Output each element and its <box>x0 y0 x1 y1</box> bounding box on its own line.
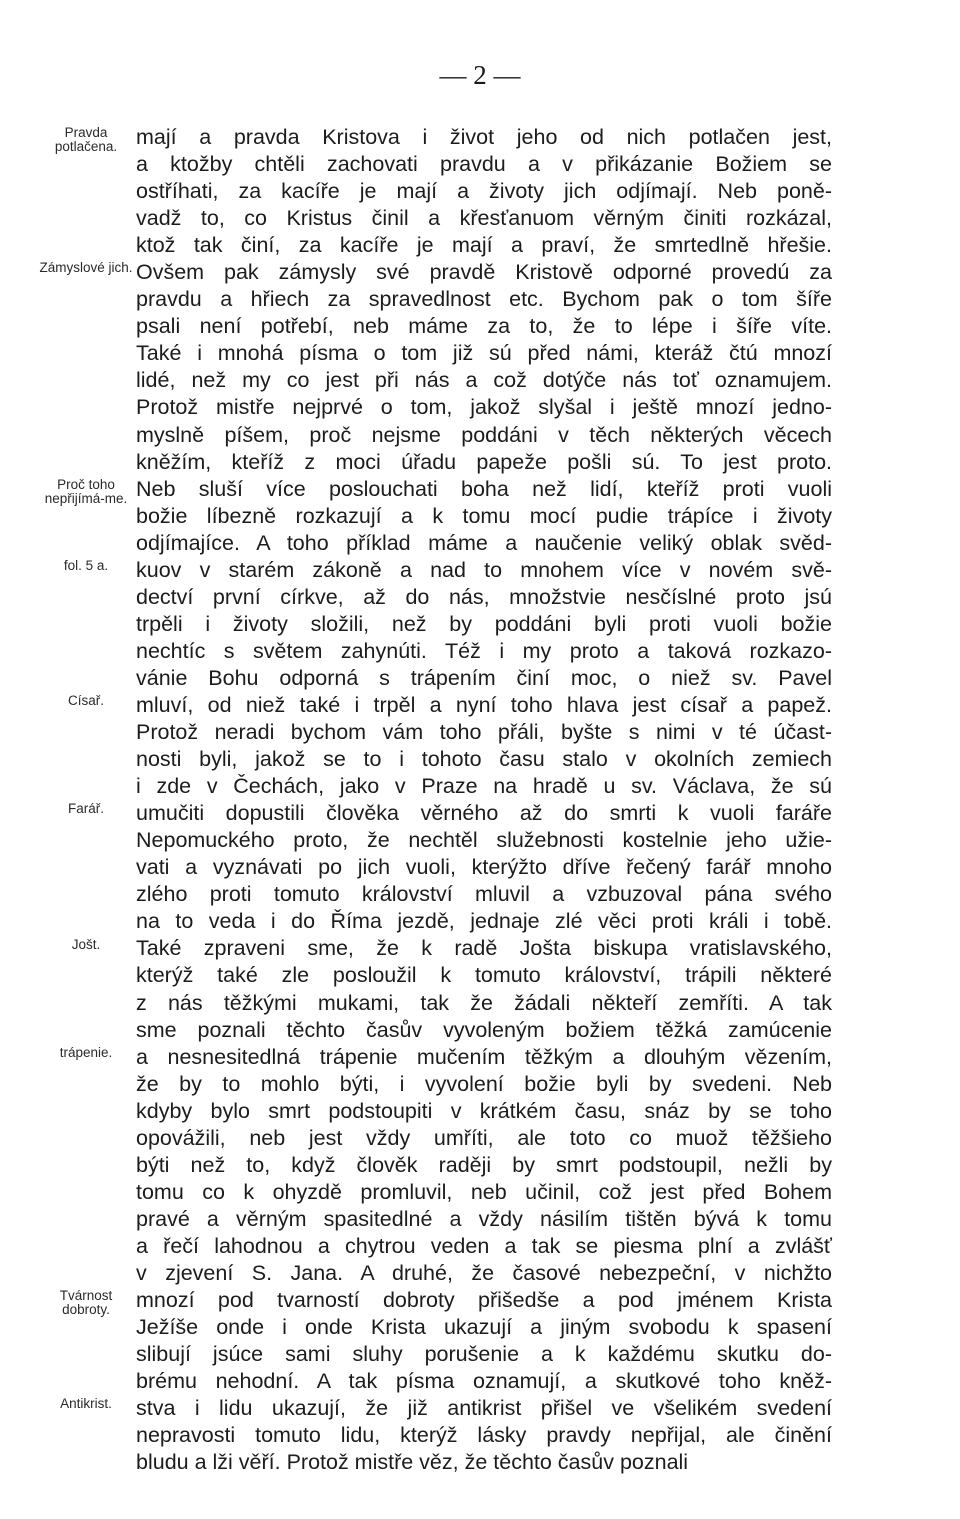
text-line: vati a vyznávati po jich vuoli, kterýžto dříve řečený farář mnoho <box>136 855 832 880</box>
page-number: — 2 — <box>439 60 521 90</box>
text-line: božie líbezně rozkazují a k tomu mocí pudie trápíce i životy <box>136 503 832 528</box>
margin-note: Císař. <box>67 693 104 709</box>
margin-note: Tvárnost dobroty. <box>59 1288 113 1318</box>
margin-note: Pravda potlačena. <box>54 125 118 154</box>
text-line: ostříhati, za kacíře je mají a životy jich odjímají. Neb poně- <box>136 179 832 204</box>
text-line: býti než to, když člověk raději by smrt podstoupil, nežli by <box>136 1152 832 1177</box>
text-line: kdyby bylo smrt podstoupiti v krátkém času, snáz by se toho <box>136 1098 832 1123</box>
text-line: Ježíše onde i onde Krista ukazují a jiným svobodu k spasení <box>136 1315 832 1340</box>
text-line: i zde v Čechách, jako v Praze na hradě u sv. Václava, že sú <box>136 774 832 799</box>
text-line: Protož mistře nejprvé o tom, jakož slyšal i ještě mnozí jedno- <box>136 395 832 420</box>
body-text <box>136 124 832 1476</box>
text-line: a nesnesitedlná trápenie mučením těžkým a dlouhým vězením, <box>136 1044 832 1069</box>
text-line: Ovšem pak zámysly své pravdě Kristově odporné provedú za <box>136 260 832 285</box>
text-line: umučiti dopustili člověka věrného až do smrti k vuoli faráře <box>136 801 832 826</box>
margin-note: Antikrist. <box>60 1396 112 1412</box>
text-line: Také zpraveni sme, že k radě Jošta biskupa vratislavského, <box>136 936 832 961</box>
text-line: bludu a lži věří. Protož mistře věz, že těchto časův poznali <box>136 1450 689 1475</box>
text-line: dectví první církve, až do nás, množstvie nesčíslné proto jsú <box>136 584 832 609</box>
text-line: nechtíc s světem zahynúti. Též i my proto a taková rozkazo- <box>136 638 832 663</box>
text-line: vadž to, co Kristus činil a křesťanuom věrným činiti rozkázal, <box>136 206 832 231</box>
margin-note: Farář. <box>67 801 104 817</box>
text-line: Neb sluší více poslouchati boha než lidí, kteříž proti vuoli <box>136 476 832 501</box>
text-line: ktož tak činí, za kacíře je mají a praví, že smrtedlně hřešie. <box>136 233 832 258</box>
text-line: kněžím, kteříž z moci úřadu papeže pošli sú. To jest proto. <box>136 449 832 474</box>
text-line: mnozí pod tvarností dobroty přišedše a pod jménem Krista <box>136 1288 832 1313</box>
text-line: nepravosti tomuto lidu, kterýž lásky pravdy nepřijal, ale činění <box>136 1423 832 1448</box>
text-line: stva i lidu ukazují, že již antikrist přišel ve všelikém svedení <box>136 1396 832 1421</box>
text-line: vánie Bohu odporná s trápením činí moc, o niež sv. Pavel <box>136 665 832 690</box>
text-line: slibují jsúce sami sluhy porušenie a k každému skutku do- <box>136 1342 832 1367</box>
text-line: mluví, od niež také i trpěl a nyní toho hlava jest císař a papež. <box>136 692 832 717</box>
text-line: tomu co k ohyzdě promluvil, neb učinil, což jest před Bohem <box>136 1179 832 1204</box>
text-line: kuov v starém zákoně a nad to mnohem více v novém svě- <box>136 557 832 582</box>
margin-note: trápenie. <box>59 1044 113 1060</box>
text-line: pravdu a hřiech za spravedlnost etc. Bychom pak o tom šíře <box>136 287 832 312</box>
text-line: zlého proti tomuto království mluvil a vzbuzoval pána svého <box>136 882 832 907</box>
text-line: kterýž také zle posloužil k tomuto království, trápili některé <box>136 963 832 988</box>
text-line: trpěli i životy složili, než by poddáni byli proti vuoli božie <box>136 611 832 636</box>
margin-note: Zámyslové jich. <box>39 260 133 276</box>
margin-note: Proč toho nepřijímá-me. <box>44 476 128 506</box>
text-line: mají a pravda Kristova i život jeho od nich potlačen jest, <box>136 125 832 149</box>
text-line: brému nehodní. A tak písma oznamují, a skutkové toho kněž- <box>136 1369 832 1394</box>
text-line: pravé a věrným spasitedlné a vždy násilím tištěn bývá k tomu <box>136 1206 832 1231</box>
text-line: psali není potřebí, neb máme za to, že to lépe i šíře víte. <box>136 314 832 339</box>
text-line: na to veda i do Říma jezdě, jednaje zlé věci proti králi i tobě. <box>136 909 832 934</box>
text-line: nosti byli, jakož se to i tohoto času stalo v okolních zemiech <box>136 747 832 772</box>
text-line: z nás těžkými mukami, tak že žádali někteří zemříti. A tak <box>136 990 832 1015</box>
margin-note: Jošt. <box>71 936 101 952</box>
text-line: že by to mohlo býti, i vyvolení božie byli by svedeni. Neb <box>136 1071 832 1096</box>
text-line: opovážili, neb jest vždy umříti, ale toto co muož těžšieho <box>136 1125 832 1150</box>
text-line: Nepomuckého proto, že nechtěl služebnosti kostelnie jeho užie- <box>136 828 832 853</box>
text-line: myslně píšem, proč nejsme poddáni v těch některých věcech <box>136 422 832 447</box>
text-line: a řečí lahodnou a chytrou veden a tak se piesma plní a zvlášť <box>136 1233 832 1258</box>
text-line: odjímajíce. A toho příklad máme a naučenie veliký oblak svěd- <box>136 530 832 555</box>
text-line: lidé, než my co jest při nás a což dotýče nás toť oznamujem. <box>136 368 832 393</box>
text-line: a ktožby chtěli zachovati pravdu a v přikázanie Božiem se <box>136 152 832 177</box>
text-line: v zjevení S. Jana. A druhé, že časové nebezpeční, v nichžto <box>136 1260 832 1285</box>
text-line: Také i mnohá písma o tom již sú před námi, kteráž čtú mnozí <box>136 341 832 366</box>
text-line: Protož neradi bychom vám toho přáli, byšte s nimi v té účast- <box>136 720 832 745</box>
text-line: sme poznali těchto časův vyvoleným božiem těžká zamúcenie <box>136 1017 832 1042</box>
margin-note: fol. 5 a. <box>63 557 109 573</box>
